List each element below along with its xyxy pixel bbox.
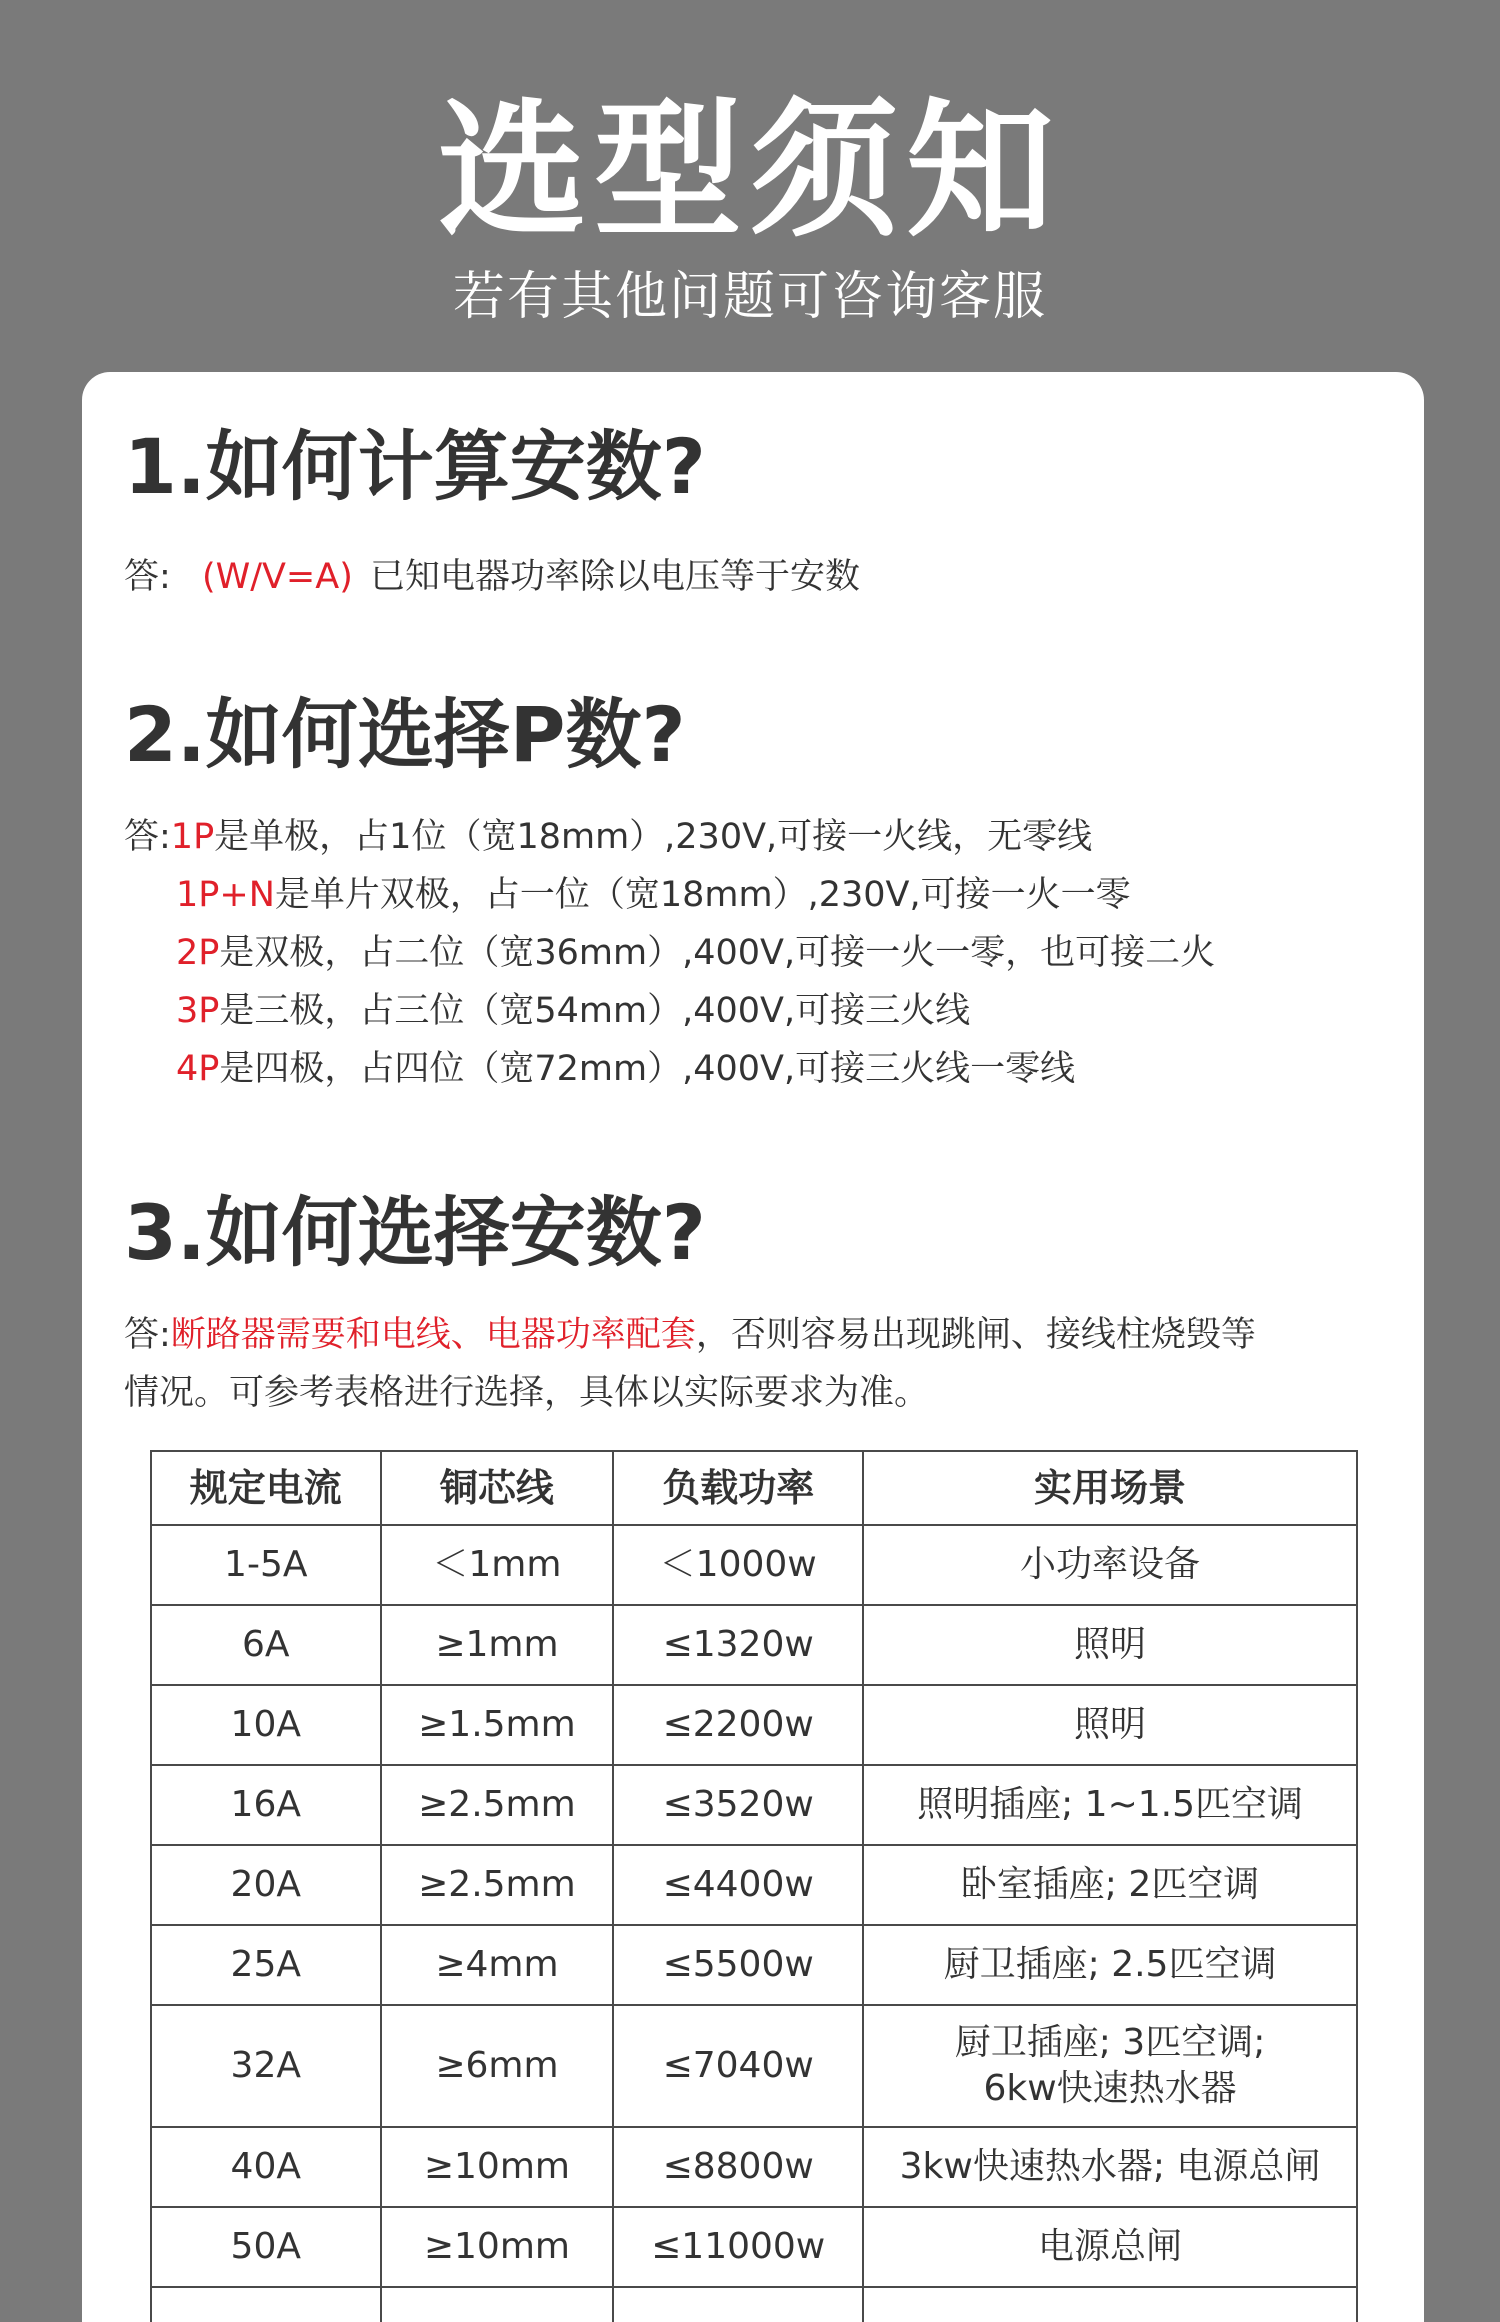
- p-key: 3P: [176, 991, 220, 1031]
- p-text: 是三极，占三位（宽54mm）,400V,可接三火线: [219, 991, 971, 1031]
- section3-line-1: [124, 1306, 1256, 1364]
- table-header-row: [151, 1451, 1357, 1525]
- section3-line-2: 情况。可参考表格进行选择，具体以实际要求为准。: [124, 1373, 930, 1413]
- section2-title: 2.如何选择P数?: [124, 690, 686, 779]
- cell-power: ≤1320w: [613, 1605, 863, 1685]
- cell-current: 1-5A: [151, 1525, 381, 1605]
- breaker-spec-table: [150, 1450, 1358, 2322]
- content-card: [82, 372, 1424, 2322]
- p-text: 是双极，占二位（宽36mm）,400V,可接一火一零，也可接二火: [219, 933, 1216, 973]
- cell-current: 25A: [151, 1925, 381, 2005]
- p-text: 是单极，占1位（宽18mm）,230V,可接一火线，无零线: [214, 817, 1093, 857]
- cell-current: 50A: [151, 2207, 381, 2287]
- p-text: 是单片双极，占一位（宽18mm）,230V,可接一火一零: [274, 875, 1131, 915]
- p-line-4: [124, 982, 1215, 1040]
- cell-power: ≤5500w: [613, 1925, 863, 2005]
- section1-title: 1.如何计算安数?: [124, 422, 706, 511]
- cell-scene: [863, 2005, 1357, 2127]
- section2-answer: [124, 808, 1215, 1098]
- column-header-power: 负载功率: [613, 1451, 863, 1525]
- column-header-current: 规定电流: [151, 1451, 381, 1525]
- p-text: 是四极，占四位（宽72mm）,400V,可接三火线一零线: [219, 1049, 1076, 1089]
- answer-prefix: 答:: [124, 1315, 171, 1355]
- cell-scene: 小功率设备: [863, 1525, 1357, 1605]
- p-line-2: [124, 866, 1215, 924]
- table-row: [151, 1605, 1357, 1685]
- section3-text-1: ，否则容易出现跳闸、接线柱烧毁等: [695, 1315, 1256, 1355]
- formula: (W/V=A): [201, 557, 353, 597]
- cell-power: ≤8800w: [613, 2127, 863, 2207]
- cell-scene: 照明: [863, 1605, 1357, 1685]
- cell-current: 20A: [151, 1845, 381, 1925]
- table-row: [151, 2005, 1357, 2127]
- section3-highlight: 断路器需要和电线、电器功率配套: [170, 1315, 696, 1355]
- cell-power: ≤2200w: [613, 1685, 863, 1765]
- p-key: 4P: [176, 1049, 220, 1089]
- table-row: [151, 2127, 1357, 2207]
- cell-wire: ≥10mm: [381, 2127, 614, 2207]
- cell-scene: 厨卫插座; 2.5匹空调: [863, 1925, 1357, 2005]
- table-row: [151, 1925, 1357, 2005]
- section3-answer: [124, 1306, 1256, 1422]
- cell-power: ≤11000w: [613, 2207, 863, 2287]
- cell-wire: ≥2.5mm: [381, 1765, 614, 1845]
- p-key: 1P: [170, 817, 215, 857]
- cell-scene: 照明插座; 1~1.5匹空调: [863, 1765, 1357, 1845]
- cell-wire: ＜1mm: [381, 1525, 614, 1605]
- column-header-scene: 实用场景: [863, 1451, 1357, 1525]
- section1-answer-text: 已知电器功率除以电压等于安数: [370, 557, 861, 597]
- table-row: [151, 1845, 1357, 1925]
- cell-scene: 卧室插座; 2匹空调: [863, 1845, 1357, 1925]
- column-header-wire: 铜芯线: [381, 1451, 614, 1525]
- table-row: [151, 1685, 1357, 1765]
- answer-prefix: 答:: [124, 557, 171, 597]
- p-line-5: [124, 1040, 1215, 1098]
- table-row: [151, 2207, 1357, 2287]
- cell-wire: ≥4mm: [381, 1925, 614, 2005]
- cell-scene: 电源总闸: [863, 2207, 1357, 2287]
- table-row: [151, 1525, 1357, 1605]
- table-row-partial: [151, 2287, 1357, 2322]
- cell-current: 10A: [151, 1685, 381, 1765]
- p-key: 2P: [176, 933, 220, 973]
- cell-current: 16A: [151, 1765, 381, 1845]
- answer-prefix: 答:: [124, 817, 171, 857]
- page-title: 选型须知: [438, 85, 1062, 257]
- cell-scene-line-2: 6kw快速热水器: [983, 2068, 1237, 2109]
- cell-scene: 3kw快速热水器; 电源总闸: [863, 2127, 1357, 2207]
- cell-current: 32A: [151, 2005, 381, 2127]
- section1-answer: [124, 548, 860, 606]
- cell-wire: ≥1mm: [381, 1605, 614, 1685]
- section3-title: 3.如何选择安数?: [124, 1188, 706, 1277]
- cell-power: ≤3520w: [613, 1765, 863, 1845]
- cell-current: 40A: [151, 2127, 381, 2207]
- cell-power: ＜1000w: [613, 1525, 863, 1605]
- cell-current: 6A: [151, 1605, 381, 1685]
- cell-wire: ≥1.5mm: [381, 1685, 614, 1765]
- p-key: 1P+N: [176, 875, 275, 915]
- p-line-3: [124, 924, 1215, 982]
- cell-wire: ≥6mm: [381, 2005, 614, 2127]
- cell-wire: ≥2.5mm: [381, 1845, 614, 1925]
- table-row: [151, 1765, 1357, 1845]
- cell-wire: ≥10mm: [381, 2207, 614, 2287]
- cell-power: ≤7040w: [613, 2005, 863, 2127]
- p-line-1: [124, 808, 1215, 866]
- page-subtitle: 若有其他问题可咨询客服: [452, 267, 1047, 327]
- cell-scene-line-1: 厨卫插座; 3匹空调;: [954, 2022, 1266, 2063]
- cell-scene: 照明: [863, 1685, 1357, 1765]
- cell-power: ≤4400w: [613, 1845, 863, 1925]
